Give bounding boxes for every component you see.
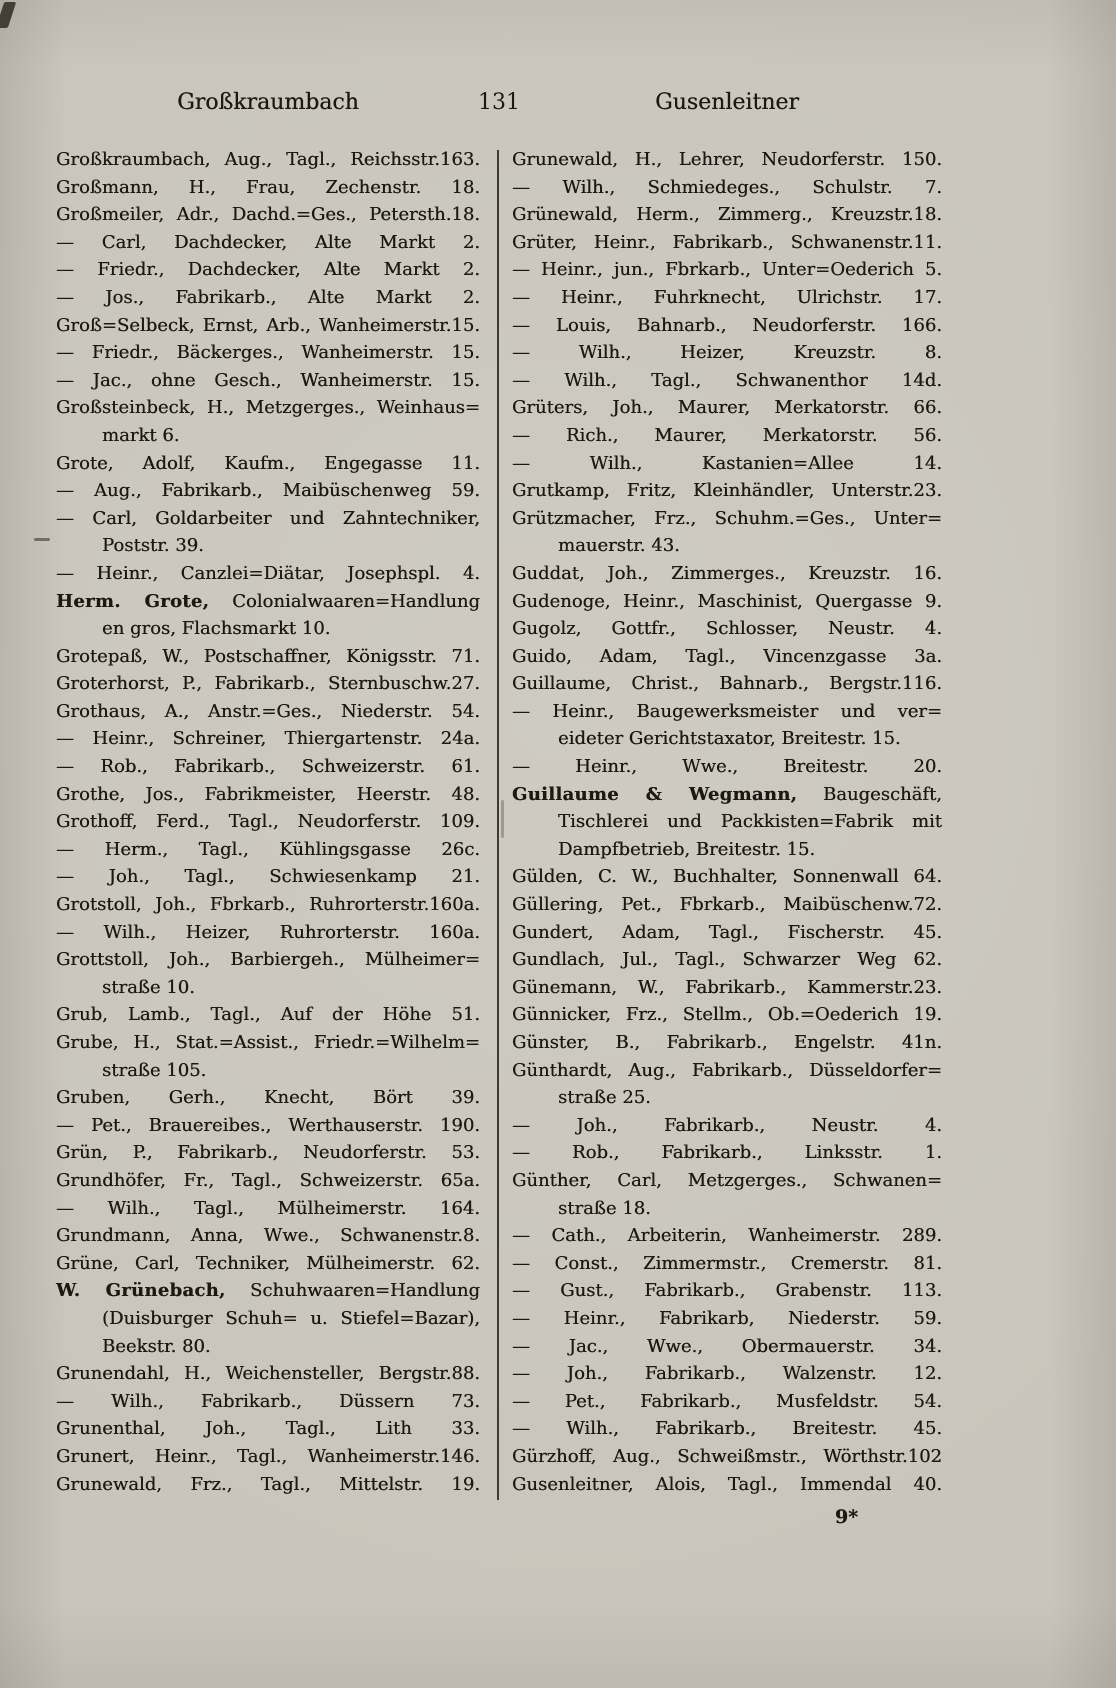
entry-line (512, 532, 942, 560)
entry-line (512, 1057, 942, 1085)
entry-text: — Herm., Tagl., Kühlingsgasse 26c. (56, 838, 480, 860)
entry-line (512, 1167, 942, 1195)
directory-entry (56, 1388, 480, 1416)
entry-line (512, 698, 942, 726)
directory-entry (512, 229, 942, 257)
directory-column-left (56, 146, 480, 1498)
entry-text: straße 18. (558, 1197, 651, 1219)
entry-text: Grün, P., Fabrikarb., Neudorferstr. 53. (56, 1142, 480, 1164)
entry-line (512, 367, 942, 395)
entry-line (56, 1029, 480, 1057)
directory-entry (56, 339, 480, 367)
directory-entry (56, 477, 480, 505)
entry-line (56, 808, 480, 836)
directory-entry (56, 284, 480, 312)
entry-line (56, 1250, 480, 1278)
directory-entry (512, 946, 942, 974)
entry-line (512, 670, 942, 698)
entry-text: — Wilh., Schmiedeges., Schulstr. 7. (512, 176, 942, 198)
directory-entry (512, 615, 942, 643)
entry-text: Guddat, Joh., Zimmerges., Kreuzstr. 16. (512, 562, 942, 584)
directory-entry (512, 1057, 942, 1112)
entry-line (512, 505, 942, 533)
entry-text: Tischlerei und Packkisten=Fabrik mit (558, 811, 942, 833)
directory-entry (512, 1250, 942, 1278)
directory-entry (56, 1084, 480, 1112)
directory-entry (512, 201, 942, 229)
entry-line (56, 1084, 480, 1112)
entry-line (56, 974, 480, 1002)
directory-entry (512, 1167, 942, 1222)
entry-line (512, 1112, 942, 1140)
entry-line (512, 1360, 942, 1388)
entry-text: Gürzhoff, Aug., Schweißmstr., Wörthstr.102 (512, 1445, 942, 1467)
directory-entry (512, 450, 942, 478)
entry-text: — Aug., Fabrikarb., Maibüschenweg 59. (56, 480, 480, 502)
directory-entry (512, 560, 942, 588)
entry-line (56, 477, 480, 505)
entry-line (512, 1277, 942, 1305)
directory-entry (56, 229, 480, 257)
entry-text: Gülden, C. W., Buchhalter, Sonnenwall 64. (512, 866, 942, 888)
running-head-right: Gusenleitner (655, 90, 799, 115)
entry-line (56, 532, 480, 560)
entry-line (56, 1443, 480, 1471)
directory-entry (56, 1195, 480, 1223)
entry-line (512, 1443, 942, 1471)
entry-line (512, 588, 942, 616)
entry-text: markt 6. (102, 424, 180, 446)
entry-bold-name: W. Grünebach, (56, 1280, 226, 1302)
entry-text: Grünewald, Herm., Zimmerg., Kreuzstr.18. (512, 204, 942, 226)
directory-entry (56, 1277, 480, 1360)
entry-text: — Friedr., Bäckerges., Wanheimerstr. 15. (56, 342, 480, 364)
entry-text: Günther, Carl, Metzgerges., Schwanen= (512, 1169, 942, 1191)
entry-line (56, 450, 480, 478)
entry-text: — Pet., Brauereibes., Werthauserstr. 190. (56, 1114, 480, 1136)
directory-entry (56, 863, 480, 891)
directory-entry (512, 367, 942, 395)
signature-mark: 9* (834, 1506, 858, 1528)
entry-text: Gruben, Gerh., Knecht, Bört 39. (56, 1087, 480, 1109)
directory-entry (512, 174, 942, 202)
page-number: 131 (478, 90, 520, 115)
entry-text: Grube, H., Stat.=Assist., Friedr.=Wilhelm= (56, 1032, 480, 1053)
entry-text: Großmann, H., Frau, Zechenstr. 18. (56, 176, 480, 198)
entry-text: Grüne, Carl, Techniker, Mülheimerstr. 62. (56, 1252, 480, 1274)
entry-line (512, 808, 942, 836)
entry-text: Grundhöfer, Fr., Tagl., Schweizerstr. 65a. (56, 1169, 480, 1191)
directory-entry (56, 753, 480, 781)
entry-line (512, 946, 942, 974)
entry-text: — Jac., Wwe., Obermauerstr. 34. (512, 1335, 942, 1357)
directory-entry (512, 1112, 942, 1140)
entry-line (512, 891, 942, 919)
entry-text: — Heinr., Baugewerksmeister und ver= (512, 700, 942, 722)
entry-text: Großkraumbach, Aug., Tagl., Reichsstr.163. (56, 149, 480, 170)
entry-line (56, 174, 480, 202)
entry-line (56, 588, 480, 616)
entry-line (512, 781, 942, 809)
directory-entry (56, 946, 480, 1001)
entry-line (56, 698, 480, 726)
entry-text: — Jos., Fabrikarb., Alte Markt 2. (56, 286, 480, 308)
entry-line (512, 450, 942, 478)
entry-text: — Heinr., Fuhrknecht, Ulrichstr. 17. (512, 286, 942, 308)
entry-text: — Heinr., Fabrikarb, Niederstr. 59. (512, 1307, 942, 1329)
entry-text: Groterhorst, P., Fabrikarb., Sternbuschw.27. (56, 673, 480, 695)
entry-text: — Friedr., Dachdecker, Alte Markt 2. (56, 259, 480, 281)
entry-text: Grützmacher, Frz., Schuhm.=Ges., Unter= (512, 507, 942, 529)
entry-text: — Gust., Fabrikarb., Grabenstr. 113. (512, 1280, 942, 1302)
entry-text: — Carl, Dachdecker, Alte Markt 2. (56, 231, 480, 253)
directory-entry (512, 588, 942, 616)
entry-text: Grub, Lamb., Tagl., Auf der Höhe 51. (56, 1004, 480, 1026)
directory-entry (56, 505, 480, 560)
entry-text: Poststr. 39. (102, 535, 204, 557)
entry-text: Groß=Selbeck, Ernst, Arb., Wanheimerstr.15. (56, 314, 480, 336)
directory-entry (56, 394, 480, 449)
directory-entry (512, 339, 942, 367)
entry-line (512, 560, 942, 588)
entry-line (512, 974, 942, 1002)
entry-line (56, 256, 480, 284)
entry-text: Gugolz, Gottfr., Schlosser, Neustr. 4. (512, 618, 942, 640)
entry-line (56, 1139, 480, 1167)
directory-entry (512, 753, 942, 781)
directory-entry (56, 919, 480, 947)
directory-entry (512, 1222, 942, 1250)
directory-entry (512, 422, 942, 450)
directory-entry (56, 670, 480, 698)
entry-text: — Joh., Fabrikarb., Walzenstr. 12. (512, 1363, 942, 1385)
entry-text: — Louis, Bahnarb., Neudorferstr. 166. (512, 314, 942, 336)
entry-text: Grotstoll, Joh., Fbrkarb., Ruhrorterstr.160a. (56, 894, 480, 916)
entry-line (512, 284, 942, 312)
entry-line (56, 339, 480, 367)
entry-line (512, 863, 942, 891)
entry-text: — Wilh., Fabrikarb., Breitestr. 45. (512, 1418, 942, 1440)
directory-entry (56, 367, 480, 395)
entry-text: Guillaume, Christ., Bahnarb., Bergstr.116. (512, 673, 942, 695)
directory-entry (512, 1277, 942, 1305)
entry-text: — Heinr., Canzlei=Diätar, Josephspl. 4. (56, 562, 480, 584)
entry-line (56, 615, 480, 643)
directory-entry (512, 1029, 942, 1057)
entry-text: — Joh., Tagl., Schwiesenkamp 21. (56, 866, 480, 888)
entry-text: — Wilh., Kastanien=Allee 14. (512, 452, 942, 474)
entry-text: — Rob., Fabrikarb., Schweizerstr. 61. (56, 756, 480, 778)
entry-line (512, 201, 942, 229)
entry-text: Grüters, Joh., Maurer, Merkatorstr. 66. (512, 397, 942, 419)
entry-text: Colonialwaaren=Handlung (232, 590, 480, 612)
entry-text: — Joh., Fabrikarb., Neustr. 4. (512, 1114, 942, 1136)
directory-entry (512, 863, 942, 891)
entry-text: eideter Gerichtstaxator, Breitestr. 15. (558, 728, 901, 750)
entry-line (56, 312, 480, 340)
entry-line (56, 146, 480, 174)
entry-text: Günnicker, Frz., Stellm., Ob.=Oederich 19. (512, 1004, 942, 1026)
entry-text: (Duisburger Schuh= u. Stiefel=Bazar), (102, 1307, 480, 1329)
directory-entry (512, 394, 942, 422)
entry-line (56, 560, 480, 588)
entry-text: — Wilh., Tagl., Mülheimerstr. 164. (56, 1197, 480, 1219)
entry-line (512, 1139, 942, 1167)
directory-entry (512, 781, 942, 864)
entry-text: — Carl, Goldarbeiter und Zahntechniker, (56, 507, 480, 529)
entry-text: — Wilh., Heizer, Ruhrorterstr. 160a. (56, 921, 480, 943)
entry-line (512, 836, 942, 864)
entry-text: Guido, Adam, Tagl., Vincenzgasse 3a. (512, 645, 942, 667)
entry-line (56, 1001, 480, 1029)
directory-entry (512, 256, 942, 284)
directory-entry (56, 450, 480, 478)
entry-line (56, 422, 480, 450)
entry-text: Grunendahl, H., Weichensteller, Bergstr.88. (56, 1363, 480, 1385)
entry-text: — Heinr., jun., Fbrkarb., Unter=Oederich 5. (512, 259, 942, 281)
entry-line (512, 1222, 942, 1250)
entry-line (56, 394, 480, 422)
entry-line (512, 753, 942, 781)
entry-line (56, 946, 480, 974)
entry-line (512, 229, 942, 257)
directory-entry (56, 588, 480, 643)
directory-entry (56, 698, 480, 726)
entry-text: Grothe, Jos., Fabrikmeister, Heerstr. 48. (56, 783, 480, 805)
directory-entry (56, 836, 480, 864)
entry-line (56, 891, 480, 919)
entry-line (512, 477, 942, 505)
entry-text: Großmeiler, Adr., Dachd.=Ges., Petersth.18. (56, 204, 480, 226)
entry-line (512, 1250, 942, 1278)
entry-line (56, 1057, 480, 1085)
entry-text: — Heinr., Wwe., Breitestr. 20. (512, 756, 942, 778)
entry-line (512, 1029, 942, 1057)
entry-line (512, 1195, 942, 1223)
entry-line (56, 505, 480, 533)
entry-line (56, 1388, 480, 1416)
entry-text: Grottstoll, Joh., Barbiergeh., Mülheimer= (56, 949, 480, 971)
gutter-ink-mark (501, 800, 504, 838)
directory-entry (56, 1250, 480, 1278)
directory-entry (56, 1360, 480, 1388)
entry-line (56, 1222, 480, 1250)
entry-text: Grutkamp, Fritz, Kleinhändler, Unterstr.23. (512, 480, 942, 502)
entry-text: Grüter, Heinr., Fabrikarb., Schwanenstr.11. (512, 231, 942, 253)
directory-entry (512, 477, 942, 505)
directory-entry (56, 174, 480, 202)
entry-text: mauerstr. 43. (558, 535, 680, 557)
directory-entry (56, 1443, 480, 1471)
entry-line (512, 1471, 942, 1499)
directory-entry (512, 284, 942, 312)
entry-text: en gros, Flachsmarkt 10. (102, 618, 331, 640)
entry-text: Grothaus, A., Anstr.=Ges., Niederstr. 54. (56, 700, 480, 722)
entry-text: straße 25. (558, 1087, 651, 1109)
entry-line (512, 643, 942, 671)
entry-text: — Cath., Arbeiterin, Wanheimerstr. 289. (512, 1225, 942, 1247)
entry-bold-name: Herm. Grote, (56, 590, 210, 612)
directory-entry (512, 1333, 942, 1361)
entry-line (56, 1195, 480, 1223)
directory-entry (56, 1471, 480, 1499)
entry-line (56, 753, 480, 781)
directory-entry (56, 1001, 480, 1029)
directory-entry (512, 1471, 942, 1499)
entry-text: — Wilh., Fabrikarb., Düssern 73. (56, 1390, 480, 1412)
entry-text: Grunenthal, Joh., Tagl., Lith 33. (56, 1418, 480, 1440)
entry-text: straße 105. (102, 1059, 207, 1081)
running-head-left: Großkraumbach (177, 90, 359, 115)
directory-entry (512, 919, 942, 947)
entry-line (512, 1001, 942, 1029)
entry-line (512, 1084, 942, 1112)
entry-text: Gudenoge, Heinr., Maschinist, Quergasse 9. (512, 590, 942, 612)
entry-text: Grote, Adolf, Kaufm., Engegasse 11. (56, 452, 480, 474)
entry-text: straße 10. (102, 976, 195, 998)
column-divider-rule (497, 150, 499, 1500)
entry-text: Günster, B., Fabrikarb., Engelstr. 41n. (512, 1032, 942, 1053)
directory-entry (512, 1305, 942, 1333)
directory-entry (56, 201, 480, 229)
entry-line (512, 615, 942, 643)
entry-text: Beekstr. 80. (102, 1335, 211, 1357)
entry-text: Dampfbetrieb, Breitestr. 15. (558, 838, 816, 860)
entry-text: Großsteinbeck, H., Metzgerges., Weinhaus= (56, 397, 480, 419)
entry-line (56, 1360, 480, 1388)
entry-text: — Jac., ohne Gesch., Wanheimerstr. 15. (56, 369, 480, 391)
entry-line (512, 146, 942, 174)
margin-ink-mark (34, 538, 50, 541)
entry-line (512, 1415, 942, 1443)
directory-entry (512, 974, 942, 1002)
entry-text: Grotepaß, W., Postschaffner, Königsstr. 71. (56, 645, 480, 667)
entry-line (512, 174, 942, 202)
entry-text: — Const., Zimmermstr., Cremerstr. 81. (512, 1252, 942, 1274)
entry-line (512, 339, 942, 367)
entry-bold-name: Guillaume & Wegmann, (512, 783, 798, 805)
entry-line (56, 1333, 480, 1361)
entry-line (56, 643, 480, 671)
entry-line (56, 1167, 480, 1195)
directory-entry (56, 1222, 480, 1250)
entry-text: Grundmann, Anna, Wwe., Schwanenstr.8. (56, 1225, 480, 1247)
entry-text: Günthardt, Aug., Fabrikarb., Düsseldorfer= (512, 1059, 942, 1081)
entry-text: Grunert, Heinr., Tagl., Wanheimerstr.146. (56, 1445, 480, 1467)
entry-text: — Wilh., Heizer, Kreuzstr. 8. (512, 342, 942, 364)
directory-entry (56, 725, 480, 753)
entry-line (56, 229, 480, 257)
entry-text: Grunewald, H., Lehrer, Neudorferstr. 150. (512, 149, 942, 170)
directory-entry (512, 1415, 942, 1443)
entry-line (56, 201, 480, 229)
directory-entry (56, 146, 480, 174)
directory-entry (512, 670, 942, 698)
directory-column-right (512, 146, 942, 1498)
entry-line (56, 781, 480, 809)
entry-text: Baugeschäft, (822, 783, 942, 805)
entry-text: Schuhwaaren=Handlung (249, 1280, 480, 1302)
entry-line (56, 863, 480, 891)
entry-line (56, 670, 480, 698)
entry-line (512, 312, 942, 340)
entry-line (56, 1277, 480, 1305)
directory-entry (56, 643, 480, 671)
entry-text: Güllering, Pet., Fbrkarb., Maibüschenw.72. (512, 894, 942, 916)
directory-entry (512, 1139, 942, 1167)
directory-entry (56, 560, 480, 588)
directory-entry (512, 146, 942, 174)
entry-text: — Heinr., Schreiner, Thiergartenstr. 24a. (56, 728, 480, 750)
entry-line (56, 1305, 480, 1333)
entry-text: Gundlach, Jul., Tagl., Schwarzer Weg 62. (512, 949, 942, 971)
entry-text: — Rich., Maurer, Merkatorstr. 56. (512, 424, 942, 446)
directory-entry (512, 1443, 942, 1471)
entry-line (512, 1388, 942, 1416)
entry-text: Grunewald, Frz., Tagl., Mittelstr. 19. (56, 1473, 480, 1495)
entry-line (512, 256, 942, 284)
directory-entry (56, 256, 480, 284)
directory-entry (512, 891, 942, 919)
directory-entry (56, 891, 480, 919)
directory-entry (512, 505, 942, 560)
directory-entry (512, 1360, 942, 1388)
entry-line (512, 1305, 942, 1333)
entry-line (56, 919, 480, 947)
entry-line (56, 284, 480, 312)
entry-line (56, 1471, 480, 1499)
directory-entry (512, 1388, 942, 1416)
directory-entry (56, 781, 480, 809)
entry-line (56, 1112, 480, 1140)
entry-line (512, 1333, 942, 1361)
directory-entry (56, 312, 480, 340)
entry-text: Gundert, Adam, Tagl., Fischerstr. 45. (512, 921, 942, 943)
directory-entry (56, 1139, 480, 1167)
directory-entry (56, 808, 480, 836)
entry-line (56, 1415, 480, 1443)
directory-entry (56, 1167, 480, 1195)
entry-text: Grothoff, Ferd., Tagl., Neudorferstr. 109. (56, 811, 480, 833)
entry-text: — Wilh., Tagl., Schwanenthor 14d. (512, 369, 942, 391)
entry-line (512, 394, 942, 422)
entry-text: — Pet., Fabrikarb., Musfeldstr. 54. (512, 1390, 942, 1412)
directory-entry (56, 1029, 480, 1084)
entry-text: — Rob., Fabrikarb., Linksstr. 1. (512, 1142, 942, 1164)
directory-entry (512, 698, 942, 753)
entry-line (56, 836, 480, 864)
entry-text: Gusenleitner, Alois, Tagl., Immendal 40. (512, 1473, 942, 1495)
entry-line (512, 725, 942, 753)
directory-entry (56, 1415, 480, 1443)
directory-entry (512, 1001, 942, 1029)
entry-text: Günemann, W., Fabrikarb., Kammerstr.23. (512, 976, 942, 998)
directory-entry (56, 1112, 480, 1140)
entry-line (56, 367, 480, 395)
entry-line (512, 919, 942, 947)
entry-line (512, 422, 942, 450)
directory-entry (512, 643, 942, 671)
entry-line (56, 725, 480, 753)
directory-entry (512, 312, 942, 340)
